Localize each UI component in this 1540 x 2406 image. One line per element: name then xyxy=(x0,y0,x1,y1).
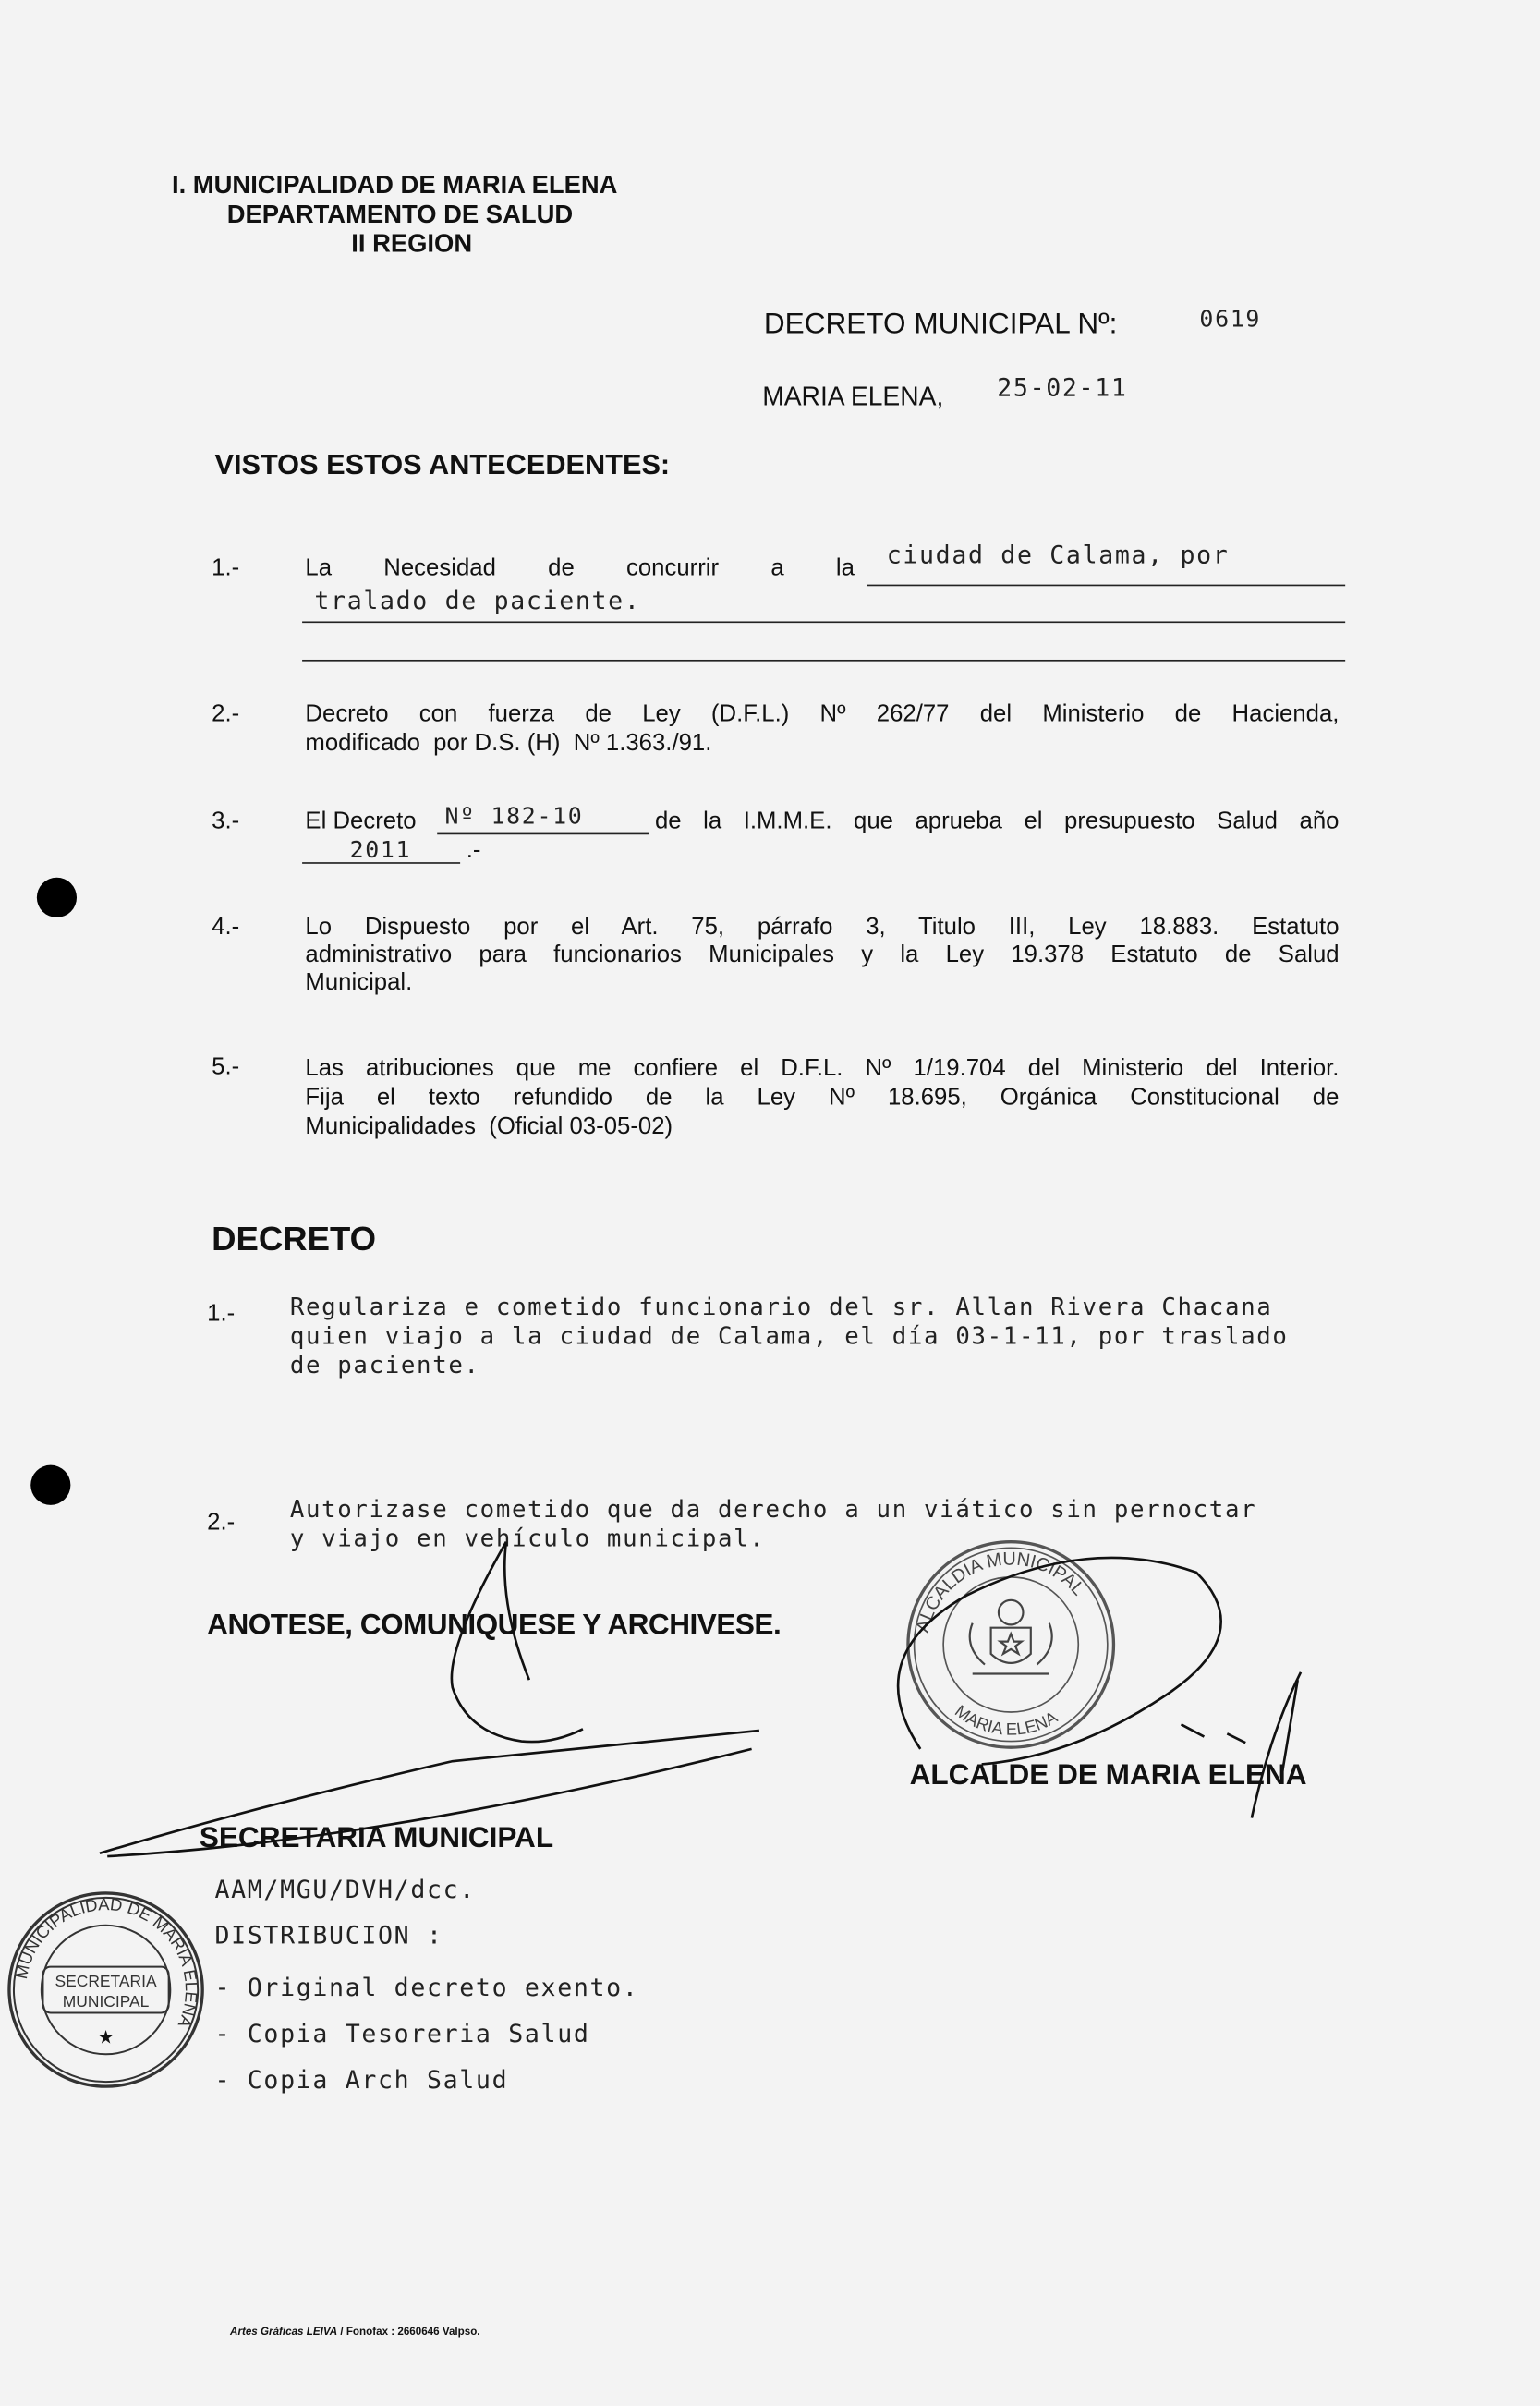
vistos-item-4-line2: administrativo para funcionarios Municipales y la Ley 19.378 Estatuto de Salud xyxy=(305,942,1340,968)
place-label: MARIA ELENA, xyxy=(762,382,944,411)
mayor-signature-title: ALCALDE DE MARIA ELENA xyxy=(909,1759,1307,1792)
printer-footer: Artes Gráficas LEIVA / Fonofax : 2660646 Valpso. xyxy=(230,2327,480,2339)
svg-text:MARIA ELENA: MARIA ELENA xyxy=(951,1700,1061,1739)
vistos-item-number: 2.- xyxy=(212,700,240,728)
decree-number-label: DECRETO MUNICIPAL Nº: xyxy=(763,308,1118,341)
header-municipality: I. MUNICIPALIDAD DE MARIA ELENA xyxy=(171,171,618,200)
vistos-item-4-line1: Lo Dispuesto por el Art. 75, párrafo 3, Titulo III, Ley 18.883. Estatuto xyxy=(305,914,1340,941)
vistos-item-5-line3: Municipalidades (Oficial 03-05-02) xyxy=(305,1113,673,1140)
vistos-item-2-line2: modificado por D.S. (H) Nº 1.363./91. xyxy=(305,730,712,757)
vistos-item-3-pre: El Decreto xyxy=(305,808,417,835)
decree-number: 0619 xyxy=(1199,305,1262,334)
svg-text:MUNICIPALIDAD DE MARIA ELENA: MUNICIPALIDAD DE MARIA ELENA xyxy=(10,1894,202,2031)
vistos-item-1-text: La Necesidad de concurrir a la xyxy=(305,555,855,582)
star-icon: ★ xyxy=(97,2027,115,2048)
decreto-item-2: Autorizase cometido que da derecho a un viático sin pernoctar y viajo en vehículo municipal. xyxy=(289,1495,1257,1553)
item-suffix: .- xyxy=(466,837,481,864)
distribution-title: DISTRIBUCION : xyxy=(214,1920,443,1950)
distribution-item: - Copia Tesoreria Salud xyxy=(214,2019,590,2048)
vistos-item-number: 5.- xyxy=(212,1053,240,1080)
svg-text:MUNICIPAL: MUNICIPAL xyxy=(62,1991,150,2011)
vistos-item-number: 4.- xyxy=(212,914,240,941)
closing-formula: ANOTESE, COMUNIQUESE Y ARCHIVESE. xyxy=(207,1609,782,1642)
header-department: DEPARTAMENTO DE SALUD xyxy=(226,200,574,229)
vistos-item-2-line1: Decreto con fuerza de Ley (D.F.L.) Nº 262/77 del Ministerio de Hacienda, xyxy=(305,700,1340,728)
vistos-item-3-post: de la I.M.M.E. que aprueba el presupuesto Salud año xyxy=(654,808,1340,835)
vistos-item-number: 1.- xyxy=(212,555,240,582)
header-region: II REGION xyxy=(351,230,473,258)
reference-initials: AAM/MGU/DVH/dcc. xyxy=(214,1875,476,1904)
typed-year: 2011 xyxy=(349,835,412,864)
svg-text:SECRETARIA: SECRETARIA xyxy=(55,1972,157,1991)
typed-reason: tralado de paciente. xyxy=(314,586,641,615)
distribution-item: - Copia Arch Salud xyxy=(214,2064,509,2095)
secretary-signature-title: SECRETARIA MUNICIPAL xyxy=(199,1822,554,1855)
vistos-item-4-line3: Municipal. xyxy=(305,969,413,996)
vistos-item-5-line1: Las atribuciones que me confiere el D.F.L. Nº 1/19.704 del Ministerio del Interior. xyxy=(305,1055,1340,1082)
decreto-item-1: Regulariza e cometido funcionario del sr. Allan Rivera Chacana quien viajo a la ciudad de Calama, el día 03-1-11, por traslado de paciente. xyxy=(289,1293,1289,1379)
vistos-title: VISTOS ESTOS ANTECEDENTES: xyxy=(214,447,671,480)
decreto-title: DECRETO xyxy=(212,1220,377,1258)
distribution-item: - Original decreto exento. xyxy=(214,1973,639,2002)
decree-date: 25-02-11 xyxy=(997,372,1128,403)
svg-text:ALCALDIA MUNICIPAL: ALCALDIA MUNICIPAL xyxy=(912,1549,1089,1635)
typed-decree-no: Nº 182-10 xyxy=(444,802,584,831)
vistos-item-number: 3.- xyxy=(212,808,240,835)
decreto-item-number: 1.- xyxy=(207,1301,236,1328)
decreto-item-number: 2.- xyxy=(207,1509,236,1537)
typed-destination: ciudad de Calama, por xyxy=(886,540,1230,570)
vistos-item-5-line2: Fija el texto refundido de la Ley Nº 18.695, Orgánica Constitucional de xyxy=(305,1084,1340,1112)
